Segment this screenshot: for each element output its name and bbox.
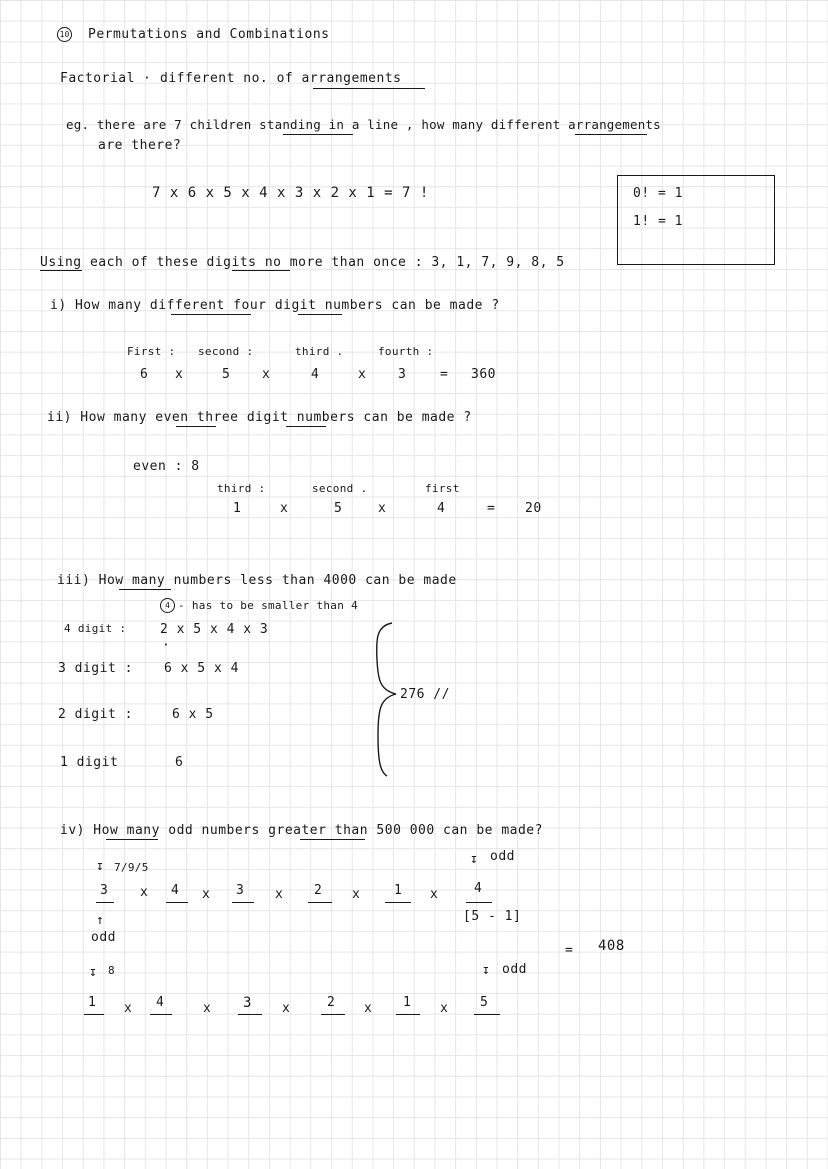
q1-value-second: 5 <box>222 367 231 382</box>
q1-question: i) How many different four digit numbers can be made ? <box>50 298 500 313</box>
q1-equals: = <box>440 367 449 382</box>
q4-row1-slot-6 <box>466 902 492 903</box>
q3-row-label-1-digit: 1 digit <box>60 755 119 770</box>
q4-question: iv) How many odd numbers greater than 500 000 can be made? <box>60 823 543 838</box>
q2-label-first: first <box>425 482 460 495</box>
underline-q4-greater <box>300 839 365 840</box>
q2-times-1: x <box>280 501 289 516</box>
q4-row1-bracket: [5 - 1] <box>463 909 522 924</box>
q2-equals: = <box>487 501 496 516</box>
q4-row1-times-3: x <box>275 887 284 902</box>
q4-row1-value-1: 3 <box>100 883 109 898</box>
q2-value-first: 4 <box>437 501 446 516</box>
q4-row1-value-2: 4 <box>171 883 180 898</box>
example-line-2: are there? <box>98 138 182 153</box>
underline-q2-digit <box>286 426 326 427</box>
q4-row2-last-value: 5 <box>480 995 489 1010</box>
q4-row2-times-3: x <box>282 1001 291 1016</box>
underline-different <box>575 134 647 135</box>
q2-even-note: even : 8 <box>133 459 200 474</box>
q4-row2-down-arrow: ↧ <box>89 965 98 980</box>
q1-times-2: x <box>262 367 271 382</box>
q4-row2-times-4: x <box>364 1001 373 1016</box>
q4-row1-value-4: 2 <box>314 883 323 898</box>
q4-result: 408 <box>598 938 625 954</box>
q4-row1-slot-5 <box>385 902 411 903</box>
q4-row2-slot-2 <box>150 1014 172 1015</box>
q4-row1-odd-arrow: ↧ <box>470 852 479 867</box>
q2-times-2: x <box>378 501 387 516</box>
q2-result: 20 <box>525 501 542 516</box>
note-one-factorial: 1! = 1 <box>633 214 683 229</box>
underline-q1-digit <box>298 314 342 315</box>
q4-row2-times-5: x <box>440 1001 449 1016</box>
q4-row1-slot-1 <box>96 902 114 903</box>
q2-question: ii) How many even three digit numbers can be made ? <box>47 410 472 425</box>
note-zero-factorial: 0! = 1 <box>633 186 683 201</box>
q4-row2-slot-4 <box>321 1014 345 1015</box>
section-number-badge: 10 <box>57 27 72 42</box>
q4-row2-slot-6 <box>474 1014 500 1015</box>
q4-row1-note: 7/9/5 <box>114 861 149 874</box>
example-calculation: 7 x 6 x 5 x 4 x 3 x 2 x 1 = 7 ! <box>152 185 429 201</box>
underline-arrangements <box>313 88 425 89</box>
factorial-definition: different no. of arrangements <box>160 71 402 86</box>
q3-row-expr-3-digit: 6 x 5 x 4 <box>164 661 239 676</box>
q4-row1-down-arrow: ↧ <box>96 859 105 874</box>
q3-row-expr-2-digit: 6 x 5 <box>172 707 214 722</box>
underline-standing <box>283 134 353 135</box>
q2-value-third: 1 <box>233 501 242 516</box>
q1-times-3: x <box>358 367 367 382</box>
underline-q1-different <box>171 314 251 315</box>
q1-label-third: third . <box>295 345 344 358</box>
q2-label-second: second . <box>312 482 368 495</box>
q1-value-third: 4 <box>311 367 320 382</box>
q3-dot: · <box>162 638 171 653</box>
q4-row2-times-1: x <box>124 1001 133 1016</box>
q4-row1-odd-label: odd <box>91 930 116 945</box>
factorial-bullet: · <box>143 71 152 86</box>
q4-row2-odd-label: odd <box>502 962 527 977</box>
q4-row2-slot-5 <box>396 1014 420 1015</box>
factorial-label: Factorial <box>60 71 135 86</box>
q1-label-fourth: fourth : <box>378 345 434 358</box>
q1-label-second: second : <box>198 345 254 358</box>
q3-row-expr-1-digit: 6 <box>175 755 184 770</box>
q3-row-expr-4-digit: 2 x 5 x 4 x 3 <box>160 622 269 637</box>
q4-row2-slot-3 <box>238 1014 262 1015</box>
q2-label-third: third : <box>217 482 266 495</box>
q4-row1-slot-3 <box>232 902 254 903</box>
underline-q3-many <box>119 589 171 590</box>
page-title: Permutations and Combinations <box>88 27 330 42</box>
q4-row2-value-4: 2 <box>327 995 336 1010</box>
q4-row2-value-2: 4 <box>156 995 165 1010</box>
q4-row2-value-5: 1 <box>403 995 412 1010</box>
q4-row2-value-3: 3 <box>243 995 252 1011</box>
q4-row2-value-1: 1 <box>88 995 97 1010</box>
underline-q2-even <box>176 426 216 427</box>
q1-times-1: x <box>175 367 184 382</box>
q4-row1-times-5: x <box>430 887 439 902</box>
q3-row-label-4-digit: 4 digit : <box>64 622 127 635</box>
example-line-1: eg. there are 7 children standing in a line , how many different arrangements <box>66 117 661 132</box>
q4-row1-times-1: x <box>140 885 149 900</box>
q4-row1-last-value: 4 <box>474 881 483 896</box>
q4-row1-slot-4 <box>308 902 332 903</box>
underline-digits <box>232 270 290 271</box>
q2-value-second: 5 <box>334 501 343 516</box>
underline-q4-many <box>106 839 158 840</box>
q4-row1-times-4: x <box>352 887 361 902</box>
q1-result: 360 <box>471 367 496 382</box>
factorial-note-box <box>617 175 775 265</box>
q4-row2-note: 8 <box>108 964 115 977</box>
digits-intro: Using each of these digits no more than once : 3, 1, 7, 9, 8, 5 <box>40 255 565 270</box>
q3-total: 276 // <box>400 687 450 702</box>
q3-constraint-text: - has to be smaller than 4 <box>178 599 358 612</box>
q4-row2-odd-arrow: ↧ <box>482 963 491 978</box>
q3-row-label-2-digit: 2 digit : <box>58 707 133 722</box>
q1-value-fourth: 3 <box>398 367 407 382</box>
q3-constraint-digit: 4 <box>160 598 175 613</box>
q4-row1-up-arrow: ↑ <box>96 913 105 928</box>
q4-row1-odd-marker: odd <box>490 849 515 864</box>
q3-row-label-3-digit: 3 digit : <box>58 661 133 676</box>
q1-value-first: 6 <box>140 367 149 382</box>
q4-row1-times-2: x <box>202 887 211 902</box>
q3-question: iii) How many numbers less than 4000 can be made <box>57 573 457 588</box>
q4-row2-slot-1 <box>84 1014 104 1015</box>
q4-row1-value-5: 1 <box>394 883 403 898</box>
underline-using <box>40 270 82 271</box>
q4-row1-value-3: 3 <box>236 883 245 898</box>
q4-row2-times-2: x <box>203 1001 212 1016</box>
q4-equals: = <box>565 943 574 958</box>
q1-label-first: First : <box>127 345 176 358</box>
q4-row1-slot-2 <box>166 902 188 903</box>
